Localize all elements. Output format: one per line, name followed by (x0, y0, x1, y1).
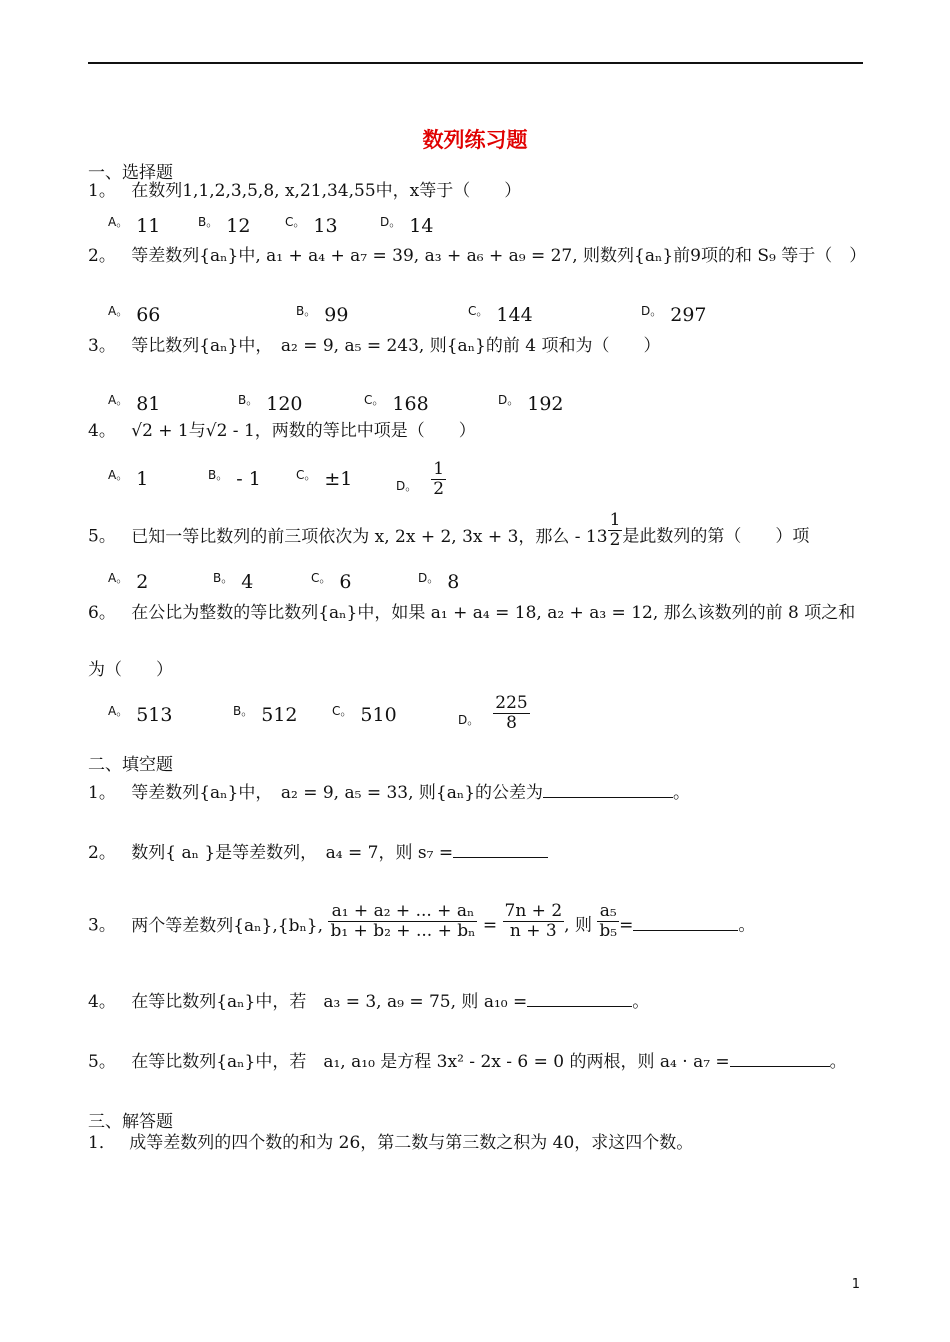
question-1 (88, 183, 521, 200)
option-a: 81 (136, 393, 161, 415)
option-b: 12 (226, 215, 251, 237)
option-d-fraction: $\frac{225}{8}$ (495, 693, 528, 733)
fill-question-2: 2。 数列{ aₙ }是等差数列， a₄ = 7，则 s₇ = (88, 843, 548, 862)
option-b: - 1 (236, 468, 261, 490)
answer-blank[interactable] (453, 843, 548, 858)
question-number: 2。 (88, 246, 116, 266)
question-number: 4。 (88, 421, 116, 441)
term-ratio-fraction: $\frac{\text{a₅}}{\text{b₅}}$ (599, 901, 618, 941)
option-d: 192 (527, 393, 564, 415)
question-1-options: $^{A。}$ 11 $^{B。}$ 12 $^{C。}$ 13 $^{D。}$ 14 (108, 215, 434, 237)
option-b: 512 (261, 704, 298, 726)
option-c: 510 (360, 704, 397, 726)
question-6-options: $^{A。}$ 513 $^{B。}$ 512 $^{C。}$ 510 $_{D。}$ $\frac{225}{8}$ (108, 693, 528, 733)
question-6 (88, 605, 855, 622)
fill-question-5: 5。 在等比数列{aₙ}中，若 a₁, a₁₀ 是方程 3x² - 2x - 6 = 0 的两根，则 a₄ · a₇ = 。 (88, 1052, 847, 1072)
question-number: 6。 (88, 603, 116, 623)
question-3-options: $^{A。}$ 81 $^{B。}$ 120 $^{C。}$ 168 $^{D。}$ 192 (108, 393, 564, 415)
option-d: 8 (447, 571, 460, 593)
option-c: 168 (392, 393, 429, 415)
section-heading-choice: 一、选择题 (88, 163, 173, 183)
question-3 (88, 338, 660, 355)
option-b: 120 (266, 393, 303, 415)
question-text: 等比数列{aₙ}中， a₂ = 9, a₅ = 243, 则{aₙ}的前 4 项和为（ ） (131, 336, 661, 356)
mixed-fraction: $\frac{1}{2}$ (609, 510, 621, 550)
question-2 (88, 248, 866, 265)
option-c: 144 (496, 304, 533, 326)
ratio-fraction: $\frac{7n + 2}{n + 3}$ (504, 901, 563, 941)
question-text: 等差数列{aₙ}中, a₁ + a₄ + a₇ = 39, a₃ + a₆ + a₉ = 27, 则数列{aₙ}前9项的和 S₉ 等于（ ） (131, 246, 867, 266)
option-d-fraction: $\frac{1}{2}$ (433, 459, 445, 499)
option-c: 13 (313, 215, 338, 237)
section-heading-answer: 三、解答题 (88, 1112, 173, 1132)
question-number: 1。 (88, 181, 116, 201)
answer-blank[interactable] (730, 1052, 830, 1067)
sum-ratio-fraction: $\frac{\text{a₁ + a₂ + ... + aₙ}}{\text{b₁ + b₂ + ... + bₙ}}$ (330, 901, 476, 941)
question-text-end: 是此数列的第（ ）项 (622, 526, 810, 547)
option-a: 1 (136, 468, 149, 490)
header-rule (88, 62, 863, 64)
page-title: 数列练习题 (422, 127, 528, 152)
option-d: 14 (409, 215, 434, 237)
question-number: 5。 (88, 526, 116, 547)
question-text: 已知一等比数列的前三项依次为 x, 2x + 2, 3x + 3，那么 - 13 (131, 526, 608, 547)
question-2-options: $^{A。}$ 66 $^{B。}$ 99 $^{C。}$ 144 $^{D。}$ 297 (108, 304, 707, 326)
option-d: 297 (670, 304, 707, 326)
question-4-options: $^{A。}$ 1 $^{B。}$ - 1 $^{C。}$ ±1 $_{D。}$ $\frac{1}{2}$ (108, 459, 445, 499)
question-5 (88, 510, 810, 550)
option-a: 513 (136, 704, 173, 726)
answer-blank[interactable] (543, 783, 673, 798)
question-4 (88, 423, 476, 440)
option-b: 99 (324, 304, 349, 326)
section-heading-fill: 二、填空题 (88, 755, 173, 775)
option-a: 66 (136, 304, 161, 326)
fill-question-4: 4。 在等比数列{aₙ}中，若 a₃ = 3, a₉ = 75, 则 a₁₀ = 。 (88, 992, 650, 1012)
question-6-continued: 为（ ） (88, 660, 173, 680)
answer-blank[interactable] (633, 916, 738, 931)
option-b: 4 (241, 571, 254, 593)
option-a: 11 (136, 215, 161, 237)
option-a: 2 (136, 571, 149, 593)
question-text: 在公比为整数的等比数列{aₙ}中，如果 a₁ + a₄ = 18, a₂ + a₃ = 12, 那么该数列的前 8 项之和 (131, 603, 856, 623)
answer-blank[interactable] (527, 992, 632, 1007)
option-c: ±1 (324, 468, 353, 490)
page-number: 1 (851, 1277, 860, 1292)
option-c: 6 (339, 571, 352, 593)
fill-question-3: 3。 两个等差数列{aₙ},{bₙ}, $\frac{\text{a₁ + a₂ + ... + aₙ}}{\text{b₁ + b₂ + ... + bₙ}}$ = $\frac{7n + 2}{n + 3}$ , 则 $\frac{\text{a₅}}{\text{b₅}}$ = 。 (88, 901, 756, 941)
question-text: 在数列1,1,2,3,5,8, x,21,34,55中，x等于（ ） (131, 181, 522, 201)
fill-question-1: 1。 等差数列{aₙ}中， a₂ = 9, a₅ = 33, 则{aₙ}的公差为 。 (88, 783, 691, 803)
answer-question-1: 1． 成等差数列的四个数的和为 26，第二数与第三数之积为 40，求这四个数。 (88, 1133, 694, 1153)
question-number: 3。 (88, 336, 116, 356)
question-text: √2 + 1与√2 - 1，两数的等比中项是（ ） (131, 421, 476, 441)
question-5-options: $^{A。}$ 2 $^{B。}$ 4 $^{C。}$ 6 $^{D。}$ 8 (108, 571, 460, 593)
